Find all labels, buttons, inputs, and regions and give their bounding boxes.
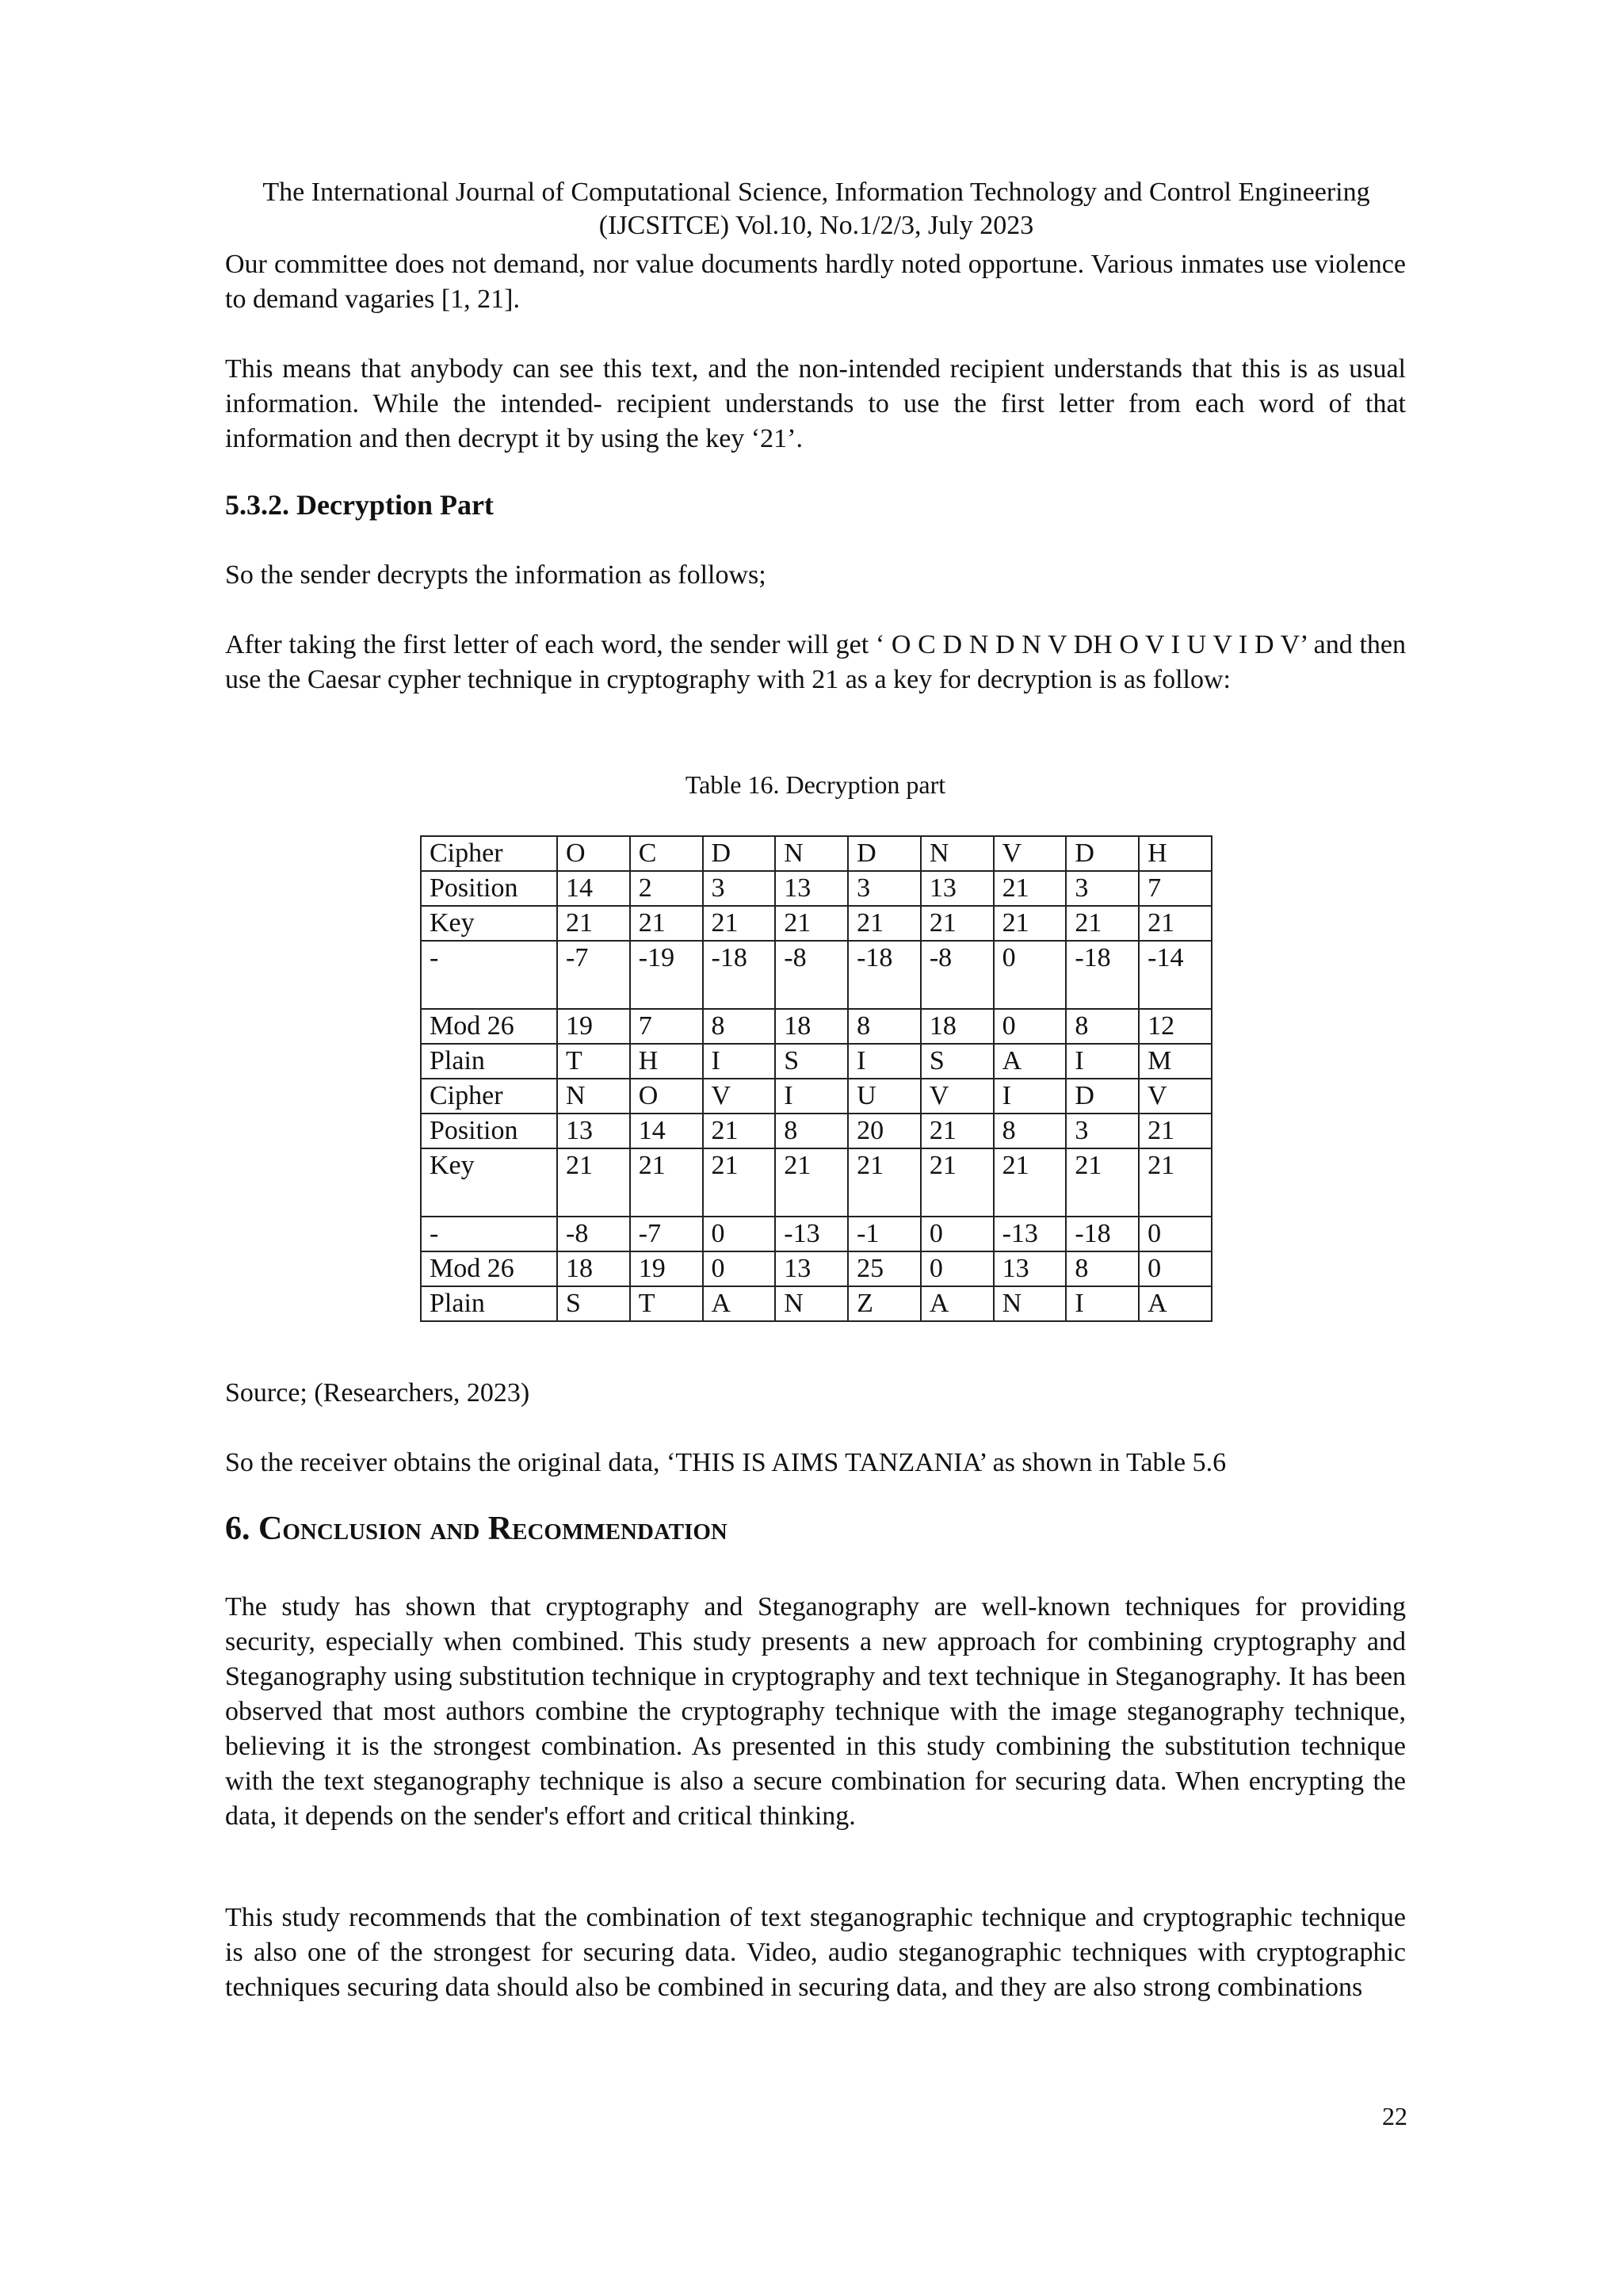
- table-cell: 12: [1139, 1009, 1212, 1044]
- table-cell: O: [630, 1079, 703, 1114]
- table-row: [421, 1009, 1212, 1044]
- table-cell: 25: [848, 1251, 921, 1286]
- table-cell: 19: [630, 1251, 703, 1286]
- table-cell: -8: [557, 1217, 630, 1251]
- table-cell: 8: [1066, 1009, 1139, 1044]
- table-cell: I: [848, 1044, 921, 1079]
- table-cell: 0: [1139, 1217, 1212, 1251]
- table-cell: 21: [630, 1148, 703, 1217]
- table-cell: -7: [630, 1217, 703, 1251]
- table-cell: 13: [775, 871, 848, 906]
- table-cell: H: [630, 1044, 703, 1079]
- section-heading: [225, 1510, 727, 1548]
- table-cell: 21: [848, 1148, 921, 1217]
- table-cell: I: [775, 1079, 848, 1114]
- row-label: Position: [421, 1114, 557, 1148]
- table-cell: 13: [994, 1251, 1067, 1286]
- table-cell: 8: [1066, 1251, 1139, 1286]
- table-cell: -1: [848, 1217, 921, 1251]
- paragraph-recommendation: This study recommends that the combination of text steganographic technique and cryptographic technique is also one of the strongest for securing data. Video, audio steganographic techniques with cryptographic techniques securing data should also be combined in securing data, and they are also strong combinations: [225, 1903, 1406, 2002]
- table-cell: 8: [775, 1114, 848, 1148]
- table-cell: V: [921, 1079, 994, 1114]
- table-cell: 0: [921, 1251, 994, 1286]
- section-title: Conclusion and Recommendation: [258, 1511, 727, 1547]
- table-cell: D: [1066, 1079, 1139, 1114]
- table-cell: 21: [703, 1148, 776, 1217]
- table-cell: 21: [921, 1114, 994, 1148]
- table-row: [421, 1217, 1212, 1251]
- table-cell: U: [848, 1079, 921, 1114]
- table-cell: A: [1139, 1286, 1212, 1321]
- table-cell: 8: [703, 1009, 776, 1044]
- row-label: Key: [421, 1148, 557, 1217]
- table-cell: 20: [848, 1114, 921, 1148]
- table-cell: 2: [630, 871, 703, 906]
- table-cell: -8: [921, 941, 994, 1009]
- table-cell: 21: [630, 906, 703, 941]
- table-cell: S: [775, 1044, 848, 1079]
- table-cell: I: [1066, 1286, 1139, 1321]
- table-cell: -18: [1066, 1217, 1139, 1251]
- table-cell: N: [921, 836, 994, 871]
- table-cell: I: [994, 1079, 1067, 1114]
- table-cell: M: [1139, 1044, 1212, 1079]
- table-cell: 3: [703, 871, 776, 906]
- row-label: Cipher: [421, 836, 557, 871]
- table-cell: A: [994, 1044, 1067, 1079]
- table-cell: T: [630, 1286, 703, 1321]
- table-cell: 21: [921, 1148, 994, 1217]
- table-cell: 18: [921, 1009, 994, 1044]
- row-label: Cipher: [421, 1079, 557, 1114]
- table-cell: 21: [1139, 1114, 1212, 1148]
- table-caption: Table 16. Decryption part: [685, 770, 946, 799]
- table-cell: -14: [1139, 941, 1212, 1009]
- table-cell: 21: [703, 1114, 776, 1148]
- table-cell: 7: [1139, 871, 1212, 906]
- paragraph-result: So the receiver obtains the original data, ‘THIS IS AIMS TANZANIA’ as shown in Table 5.6: [225, 1448, 1227, 1477]
- table-cell: 21: [703, 906, 776, 941]
- table-cell: O: [557, 836, 630, 871]
- table-cell: 21: [994, 1148, 1067, 1217]
- table-cell: 21: [994, 871, 1067, 906]
- row-label: Position: [421, 871, 557, 906]
- table-cell: S: [557, 1286, 630, 1321]
- table-cell: A: [921, 1286, 994, 1321]
- table-cell: 21: [1066, 1148, 1139, 1217]
- row-label: Mod 26: [421, 1251, 557, 1286]
- table-cell: -18: [848, 941, 921, 1009]
- table-cell: 21: [1139, 906, 1212, 941]
- table-cell: S: [921, 1044, 994, 1079]
- table-cell: 0: [703, 1251, 776, 1286]
- paragraph-conclusion: The study has shown that cryptography and Steganography are well-known techniques for providing security, especially when combined. This study presents a new approach for combining cryptography and Steganography using substitution technique in cryptography and text technique in Steganography. It has been observed that most authors combine the cryptography technique with the image steganography technique, believing it is the strongest combination. As presented in this study combining the substitution technique with the text steganography technique is also a secure combination for securing data. When encrypting the data, it depends on the sender's effort and critical thinking.: [225, 1592, 1406, 1831]
- section-number: 6.: [225, 1511, 258, 1547]
- table-cell: 0: [994, 941, 1067, 1009]
- table-cell: 8: [994, 1114, 1067, 1148]
- table-cell: -19: [630, 941, 703, 1009]
- table-cell: 21: [848, 906, 921, 941]
- table-cell: T: [557, 1044, 630, 1079]
- table-cell: D: [703, 836, 776, 871]
- table-cell: 21: [1139, 1148, 1212, 1217]
- table-row: [421, 1044, 1212, 1079]
- table-cell: 21: [775, 906, 848, 941]
- table-cell: -7: [557, 941, 630, 1009]
- table-cell: -13: [994, 1217, 1067, 1251]
- table-cell: V: [1139, 1079, 1212, 1114]
- table-cell: N: [775, 836, 848, 871]
- table-row: [421, 1079, 1212, 1114]
- table-cell: A: [703, 1286, 776, 1321]
- table-cell: 18: [775, 1009, 848, 1044]
- table-cell: 21: [557, 906, 630, 941]
- table-cell: 3: [848, 871, 921, 906]
- row-label: Plain: [421, 1286, 557, 1321]
- table-cell: 3: [1066, 1114, 1139, 1148]
- table-cell: D: [848, 836, 921, 871]
- table-cell: 13: [921, 871, 994, 906]
- table-cell: 13: [775, 1251, 848, 1286]
- table-cell: 3: [1066, 871, 1139, 906]
- decryption-table: [420, 835, 1212, 1322]
- table-cell: 21: [994, 906, 1067, 941]
- table-cell: -13: [775, 1217, 848, 1251]
- table-cell: C: [630, 836, 703, 871]
- journal-title: The International Journal of Computational Science, Information Technology and Control Engineering: [262, 178, 1370, 207]
- table-cell: -8: [775, 941, 848, 1009]
- table-cell: 14: [630, 1114, 703, 1148]
- row-label: Plain: [421, 1044, 557, 1079]
- journal-header: [222, 176, 1411, 243]
- row-label: -: [421, 941, 557, 1009]
- table-cell: Z: [848, 1286, 921, 1321]
- page-number: 22: [1382, 2102, 1407, 2130]
- row-label: Mod 26: [421, 1009, 557, 1044]
- table-cell: D: [1066, 836, 1139, 871]
- table-cell: V: [994, 836, 1067, 871]
- table-cell: -18: [703, 941, 776, 1009]
- table-row: [421, 836, 1212, 871]
- table-row: [421, 941, 1212, 1009]
- table-row: [421, 871, 1212, 906]
- table-cell: 21: [557, 1148, 630, 1217]
- table-row: [421, 906, 1212, 941]
- table-cell: 8: [848, 1009, 921, 1044]
- table-cell: N: [557, 1079, 630, 1114]
- table-cell: 21: [1066, 906, 1139, 941]
- journal-volume: (IJCSITCE) Vol.10, No.1/2/3, July 2023: [598, 211, 1034, 240]
- table-cell: 0: [703, 1217, 776, 1251]
- table-cell: H: [1139, 836, 1212, 871]
- table-cell: -18: [1066, 941, 1139, 1009]
- subsection-title: 5.3.2. Decryption Part: [225, 489, 494, 521]
- row-label: Key: [421, 906, 557, 941]
- table-cell: 18: [557, 1251, 630, 1286]
- table-cell: 19: [557, 1009, 630, 1044]
- table-cell: 0: [921, 1217, 994, 1251]
- table-cell: 21: [775, 1148, 848, 1217]
- row-label: -: [421, 1217, 557, 1251]
- table-cell: 0: [994, 1009, 1067, 1044]
- table-cell: 13: [557, 1114, 630, 1148]
- table-source: Source; (Researchers, 2023): [225, 1378, 530, 1408]
- paragraph-sender-decrypts: So the sender decrypts the information as follows;: [225, 560, 766, 590]
- paragraph-explanation: This means that anybody can see this text, and the non-intended recipient understands that this is as usual information. While the intended- recipient understands to use the first letter from each word of that information and then decrypt it by using the key ‘21’.: [225, 354, 1406, 453]
- table-row: [421, 1286, 1212, 1321]
- table-cell: I: [1066, 1044, 1139, 1079]
- table-row: [421, 1148, 1212, 1217]
- table-row: [421, 1114, 1212, 1148]
- table-cell: 0: [1139, 1251, 1212, 1286]
- table-cell: V: [703, 1079, 776, 1114]
- table-cell: 21: [921, 906, 994, 941]
- paragraph-cover-text: Our committee does not demand, nor value documents hardly noted opportune. Various inmates use violence to demand vagaries [1, 21].: [225, 250, 1406, 314]
- table-cell: N: [994, 1286, 1067, 1321]
- table-cell: 7: [630, 1009, 703, 1044]
- table-cell: N: [775, 1286, 848, 1321]
- table-cell: I: [703, 1044, 776, 1079]
- paragraph-first-letters: After taking the first letter of each word, the sender will get ‘ O C D N D N V DH O V I U V I D V’ and then use the Caesar cypher technique in cryptography with 21 as a key for decryption is as follow:: [225, 630, 1406, 694]
- table-row: [421, 1251, 1212, 1286]
- table-cell: 14: [557, 871, 630, 906]
